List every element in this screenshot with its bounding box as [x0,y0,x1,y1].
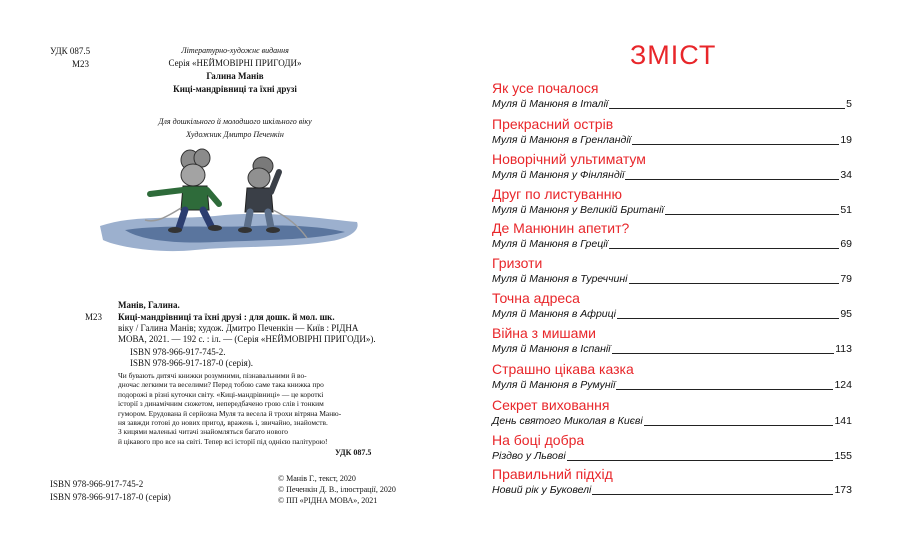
toc-heading: Війна з мишами [492,325,596,341]
book-title: Киці-мандрівниці та їхні друзі [173,84,297,94]
toc-entry[interactable] [492,432,852,463]
catalog-isbn-1: ISBN 978-966-917-745-2. [130,347,226,357]
toc-subtitle: Муля й Манюня в Греції [492,238,608,250]
toc-row [492,169,852,182]
toc-subtitle: Муля й Манюня в Іспанії [492,343,611,355]
toc-entry[interactable] [492,325,852,356]
toc-page-number: 34 [840,169,852,181]
toc-subtitle: Новий рік у Буковелі [492,484,592,496]
toc-heading: Як усе почалося [492,80,599,96]
toc-entry[interactable] [492,80,852,111]
toc-entry[interactable] [492,290,852,321]
isbn-line-1: ISBN 978-966-917-745-2 [50,479,144,489]
toc-heading: Де Манюнин апетит? [492,220,630,236]
toc-row [492,238,852,251]
toc-page-number: 19 [840,134,852,146]
toc-row [492,415,852,428]
toc-subtitle: День святого Миколая в Києві [492,415,643,427]
toc-leader [592,494,833,495]
toc-subtitle: Муля й Манюня у Великій Британії [492,204,664,216]
toc-page-number: 79 [840,273,852,285]
contents-title: ЗМІСТ [630,40,717,70]
illustrator-line: Художник Дмитро Печенкін [186,130,284,139]
annotation-line: гумором. Ерудована й серйозна Муля та весела й трохи вітряна Маню- [118,408,342,418]
toc-row [492,308,852,321]
catalog-line-1: Киці-мандрівниці та їхні друзі : для дошк. й мол. шк. [118,312,335,322]
toc-entry[interactable] [492,397,852,428]
catalog-author: Манів, Галина. [118,300,180,310]
toc-subtitle: Муля й Манюня в Гренландії [492,134,631,146]
toc-row [492,484,852,497]
toc-leader [609,248,839,249]
edition-type: Літературно-художнє видання [181,46,289,55]
toc-leader [625,179,839,180]
toc-leader [644,425,834,426]
toc-row [492,134,852,147]
toc-row [492,98,852,111]
toc-entry[interactable] [492,255,852,286]
toc-heading: Точна адреса [492,290,580,306]
toc-entry[interactable] [492,220,852,251]
toc-page-number: 124 [834,379,852,391]
series-line: Серія «НЕЙМОВІРНІ ПРИГОДИ» [168,58,302,68]
toc-leader [665,214,840,215]
copyright-line-2: © Печенкін Д. В., ілюстрації, 2020 [278,485,396,494]
annotation-line: дночас легкими та веселими? Перед тобою саме така книжка про [118,380,324,390]
toc-leader [617,318,839,319]
mice-illustration [95,148,365,260]
toc-subtitle: Муля й Манюня в Туреччині [492,273,628,285]
annotation-line: історії з динамічним сюжетом, непередбачено грою слів і тонким [118,399,324,409]
toc-heading: Прекрасний острів [492,116,614,132]
copyright-line-3: © ПП «РІДНА МОВА», 2021 [278,496,378,505]
toc-leader [632,144,839,145]
udk-bottom: УДК 087.5 [335,448,372,457]
toc-entry[interactable] [492,466,852,497]
toc-row [492,343,852,356]
toc-page-number: 5 [846,98,852,110]
audience-line: Для дошкільного й молодшого шкільного віку [158,117,312,126]
annotation-line: З кицями маленькі читачі знайомляться багато нового [118,427,289,437]
annotation-text [118,371,370,446]
toc-entry[interactable] [492,116,852,147]
annotation-line: Чи бувають дитячі книжки розумними, пізнавальними й во- [118,371,307,380]
toc-heading: Гризоти [492,255,543,271]
catalog-m23: М23 [85,312,103,322]
copyright-line-1: © Манів Г., текст, 2020 [278,474,356,483]
toc-heading: На боці добра [492,432,585,448]
toc-subtitle: Муля й Манюня в Італії [492,98,609,110]
toc-leader [609,108,845,109]
catalog-isbn-2: ISBN 978-966-917-187-0 (серія). [130,358,253,368]
author-name: Галина Манів [206,71,264,81]
isbn-line-2: ISBN 978-966-917-187-0 (серія) [50,492,171,502]
toc-row [492,450,852,463]
toc-subtitle: Муля й Манюня в Африці [492,308,616,320]
toc-heading: Правильний підхід [492,466,613,482]
toc-leader [567,460,834,461]
toc-leader [616,389,833,390]
toc-subtitle: Різдво у Львові [492,450,566,462]
toc-page-number: 95 [840,308,852,320]
contents-page [460,0,900,554]
toc-heading: Друг по листуванню [492,186,622,202]
toc-leader [612,353,835,354]
toc-row [492,273,852,286]
catalog-line-3: МОВА, 2021. — 192 с. : іл. — (Серія «НЕЙМОВІРНІ ПРИГОДИ»). [118,334,376,344]
annotation-line: й цікавого про все на світі. Тепер всі історії під однією палітурою! [118,436,328,446]
toc-heading: Страшно цікава казка [492,361,634,377]
toc-page-number: 69 [840,238,852,250]
toc-page-number: 173 [834,484,852,496]
toc-entry[interactable] [492,151,852,182]
toc-heading: Секрет виховання [492,397,610,413]
toc-subtitle: Муля й Манюня у Фінляндії [492,169,625,181]
m23-label: М23 [72,59,90,69]
toc-page-number: 141 [834,415,852,427]
toc-heading: Новорічний ультиматум [492,151,646,167]
toc-entry[interactable] [492,361,852,392]
toc-leader [629,283,840,284]
toc-page-number: 155 [834,450,852,462]
annotation-line: ня завжди готові до нових пригод, вражень і, звичайно, знайомств. [118,418,328,428]
annotation-line: подорожі в різні куточки світу. «Киці-мандрівниці» — це короткі [118,389,324,399]
toc-entry[interactable] [492,186,852,217]
toc-row [492,204,852,217]
toc-subtitle: Муля й Манюня в Румунії [492,379,616,391]
catalog-line-2: віку / Галина Манів; худож. Дмитро Печенкін — Київ : РІДНА [118,323,359,333]
udk-label: УДК 087.5 [50,46,91,56]
toc-page-number: 113 [835,343,852,355]
toc-page-number: 51 [840,204,852,216]
toc-row [492,379,852,392]
